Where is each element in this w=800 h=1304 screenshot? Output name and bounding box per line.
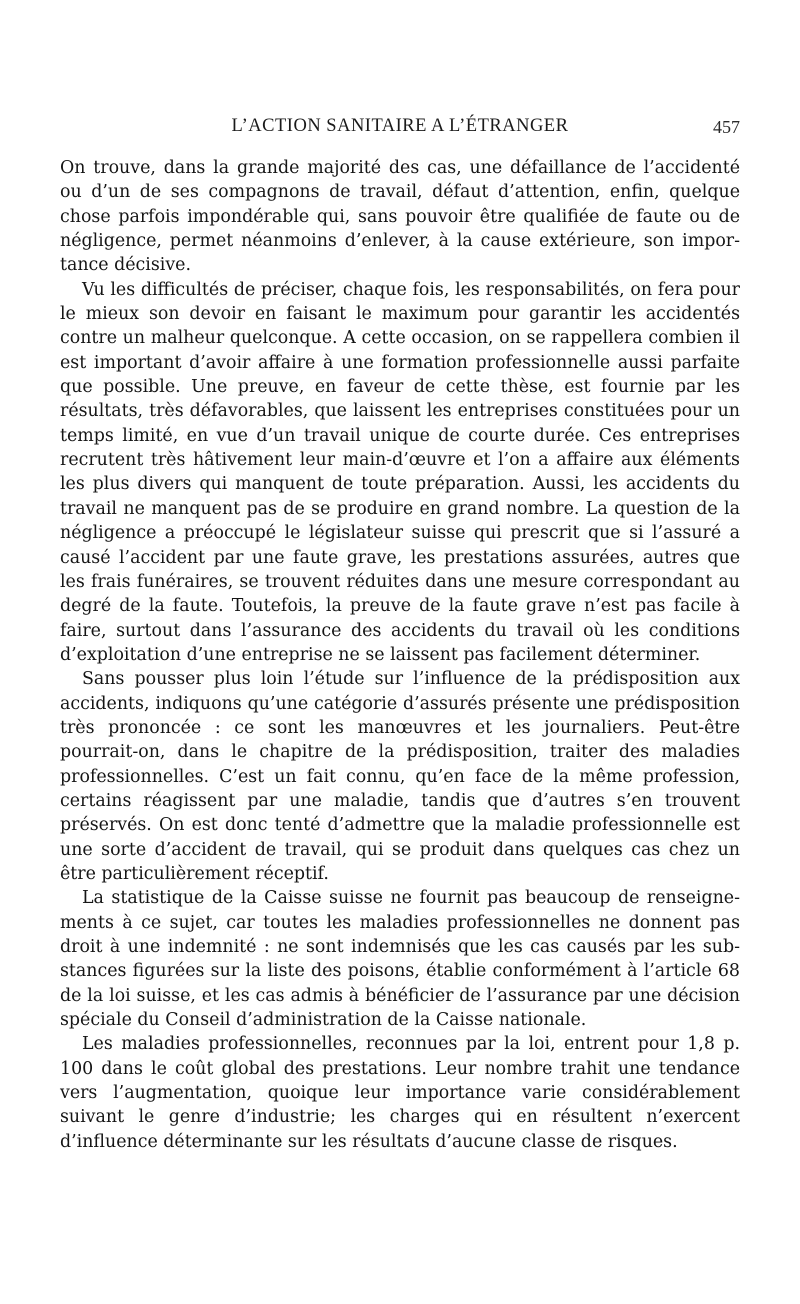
page-number: 457	[713, 117, 740, 137]
paragraph: La statistique de la Caisse suisse ne fournit pas beaucoup de renseignements à ce sujet, car toutes les maladies professionnelles ne donnent pas droit à une indemnité : ne sont indemnisés que les cas causés par les substances figurées sur la liste des poisons, établie conformément à l’article 68 de la loi suisse, et les cas admis à bénéficier de l’assurance par une décision spéciale du Conseil d’administration de la Caisse nationale.	[60, 888, 740, 1031]
paragraph: On trouve, dans la grande majorité des cas, une défaillance de l’accidenté ou d’un de ses compagnons de travail, défaut d’attention, enfin, quelque chose parfois impondérable qui, sans pouvoir être qualifiée de faute ou de négligence, permet néanmoins d’enlever, à la cause extérieure, son importance décisive.	[60, 158, 740, 276]
running-title: L’ACTION SANITAIRE A L’ÉTRANGER	[231, 116, 569, 136]
paragraph: Les maladies professionnelles, reconnues par la loi, entrent pour 1,8 p. 100 dans le coût global des prestations. Leur nombre trahit une tendance vers l’augmentation, quoique leur importance varie considérablement suivant le genre d’industrie; les charges qui en résultent n’exercent d’influence déterminante sur les résultats d’aucune classe de risques.	[60, 1034, 740, 1152]
paragraph: Vu les difficultés de préciser, chaque fois, les responsabilités, on fera pour le mieux son devoir en faisant le maximum pour garantir les accidentés contre un malheur quelconque. A cette occasion, on se rappellera combien il est important d’avoir affaire à une formation professionnelle aussi parfaite que possible. Une preuve, en faveur de cette thèse, est fournie par les résultats, très défavorables, que laissent les entreprises constituées pour un temps limité, en vue d’un travail unique de courte durée. Ces entreprises recrutent très hâtivement leur main-d’œuvre et l’on a affaire aux éléments les plus divers qui manquent de toute préparation. Aussi, les accidents du travail ne manquent pas de se produire en grand nombre. La question de la négligence a préoccupé le législateur suisse qui prescrit que si l’assuré a causé l’accident par une faute grave, les prestations assurées, autres que les frais funéraires, se trouvent réduites dans une mesure correspondant au degré de la faute. Toutefois, la preuve de la faute grave n’est pas facile à faire, surtout dans l’assurance des accidents du travail où les conditions d’exploitation d’une entreprise ne se laissent pas facilement déterminer.	[60, 279, 740, 665]
body-text	[60, 156, 740, 1154]
paragraph: Sans pousser plus loin l’étude sur l’influence de la prédisposition aux accidents, indiquons qu’une catégorie d’assurés présente une prédisposition très prononcée : ce sont les manœuvres et les journaliers. Peut-être pourrait-on, dans le chapitre de la prédisposition, traiter des maladies professionnelles. C’est un fait connu, qu’en face de la même profession, certains réagissent par une maladie, tandis que d’autres s’en trouvent préservés. On est donc tenté d’admettre que la maladie professionnelle est une sorte d’accident de travail, qui se produit dans quelques cas chez un être particulièrement réceptif.	[60, 669, 740, 884]
book-page	[60, 113, 740, 1154]
running-header	[60, 113, 740, 143]
